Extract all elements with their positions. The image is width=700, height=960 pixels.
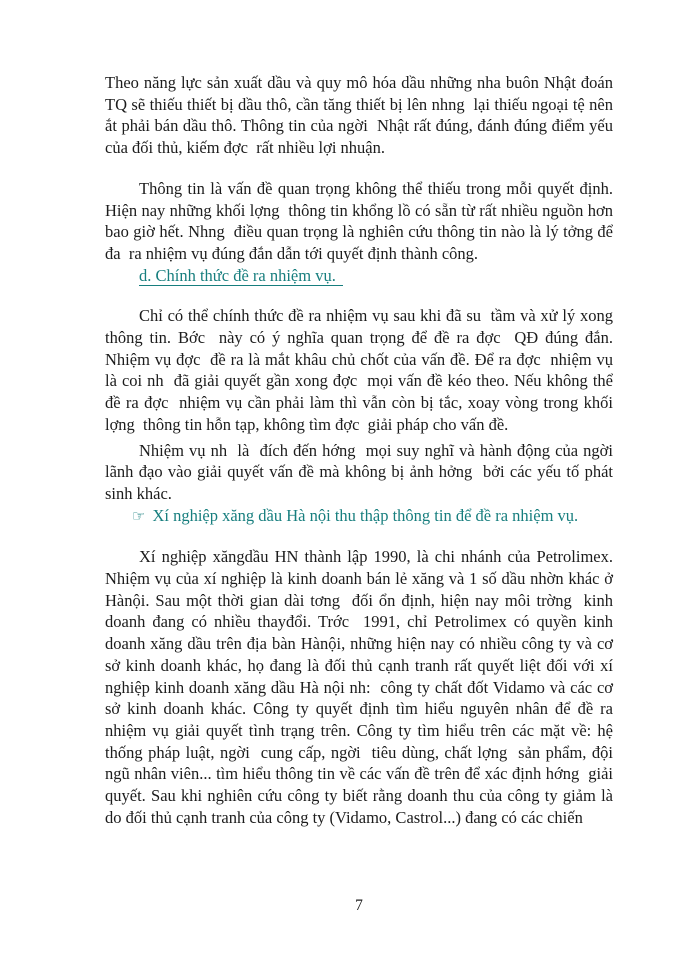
section-heading xyxy=(139,265,613,287)
pointing-hand-icon: ☞ xyxy=(132,506,146,525)
page-number: 7 xyxy=(355,897,363,914)
paragraph: Xí nghiệp xăngdầu HN thành lập 1990, là chi nhánh của Petrolimex. Nhiệm vụ của xí nghiệp là kinh doanh bán lẻ xăng và 1 số dầu nhờn khác ở Hànội. Sau một thời gian dài tơng đối ổn định, hiện nay môi trờng kinh doanh đang có nhiều thayđổi. Trớc 1991, chỉ Petrolimex có quyền kinh doanh xăng dầu trên địa bàn Hànội, những hiện nay có nhiều công ty và cơ sở kinh doanh khác, họ đang là đối thủ cạnh tranh rất quyết liệt đối với xí nghiệp kinh doanh xăng dầu Hà nội nh: công ty chất đốt Vidamo và các cơ sở kinh doanh khác. Công ty quyết định tìm hiểu nguyên nhân để đề ra nhiệm vụ giải quyết tình trạng trên. Công ty tìm hiểu trên các mặt về: hệ thống pháp luật, ngời cung cấp, ngời tiêu dùng, chất lợng sản phẩm, đội ngũ nhân viên... tìm hiểu thông tin về các vấn đề trên để xác định hớng giải quyết. Sau khi nghiên cứu công ty biết rằng doanh thu của công ty giảm là do đối thủ cạnh tranh của công ty (Vidamo, Castrol...) đang có các chiến xyxy=(105,547,618,827)
paragraph: Theo năng lực sản xuất dầu và quy mô hóa dầu những nha buôn Nhật đoán TQ sẽ thiếu thiết bị dầu thô, cần tăng thiết bị lên nhng lại thiếu ngoại tệ nên ắt phải bán dầu thô. Thông tin của ngời Nhật rất đúng, đánh đúng điểm yếu của đối thủ, kiếm đợc rất nhiều lợi nhuận. xyxy=(105,73,618,158)
paragraph: Chỉ có thể chính thức đề ra nhiệm vụ sau khi đã su tầm và xử lý xong thông tin. Bớc này có ý nghĩa quan trọng để đề ra đợc QĐ đúng đắn. Nhiệm vụ đợc đề ra là mắt khâu chủ chốt của vấn đề. Để ra đợc nhiệm vụ là coi nh đã giải quyết gần xong đợc mọi vấn đề kéo theo. Nếu không thể đề ra đợc nhiệm vụ cần phải làm thì vẫn còn bị tắc, xoay vòng trong khối lợng thông tin hỗn tạp, không tìm đợc giải pháp cho vấn đề. xyxy=(105,306,618,434)
paragraph: Nhiệm vụ nh là đích đến hớng mọi suy nghĩ và hành động của ngời lãnh đạo vào giải quyết vấn đề mà không bị ảnh hởng bởi các yếu tố phát sinh khác. xyxy=(105,440,618,503)
section-heading-text: d. Chính thức đề ra nhiệm vụ. xyxy=(139,266,343,286)
case-study-heading-text: Xí nghiệp xăng dầu Hà nội thu thập thông tin để đề ra nhiệm vụ. xyxy=(152,505,579,525)
case-study-heading xyxy=(132,505,613,528)
page-content xyxy=(105,72,618,829)
paragraph: Thông tin là vấn đề quan trọng không thể thiếu trong mỗi quyết định. Hiện nay những khối lợng thông tin khổng lồ có sẵn từ rất nhiều nguồn hơn bao giờ hết. Nhng điều quan trọng là nghiên cứu thông tin nào là lý tởng để đa ra nhiệm vụ đúng đắn dẫn tới quyết định thành công. xyxy=(105,178,618,263)
